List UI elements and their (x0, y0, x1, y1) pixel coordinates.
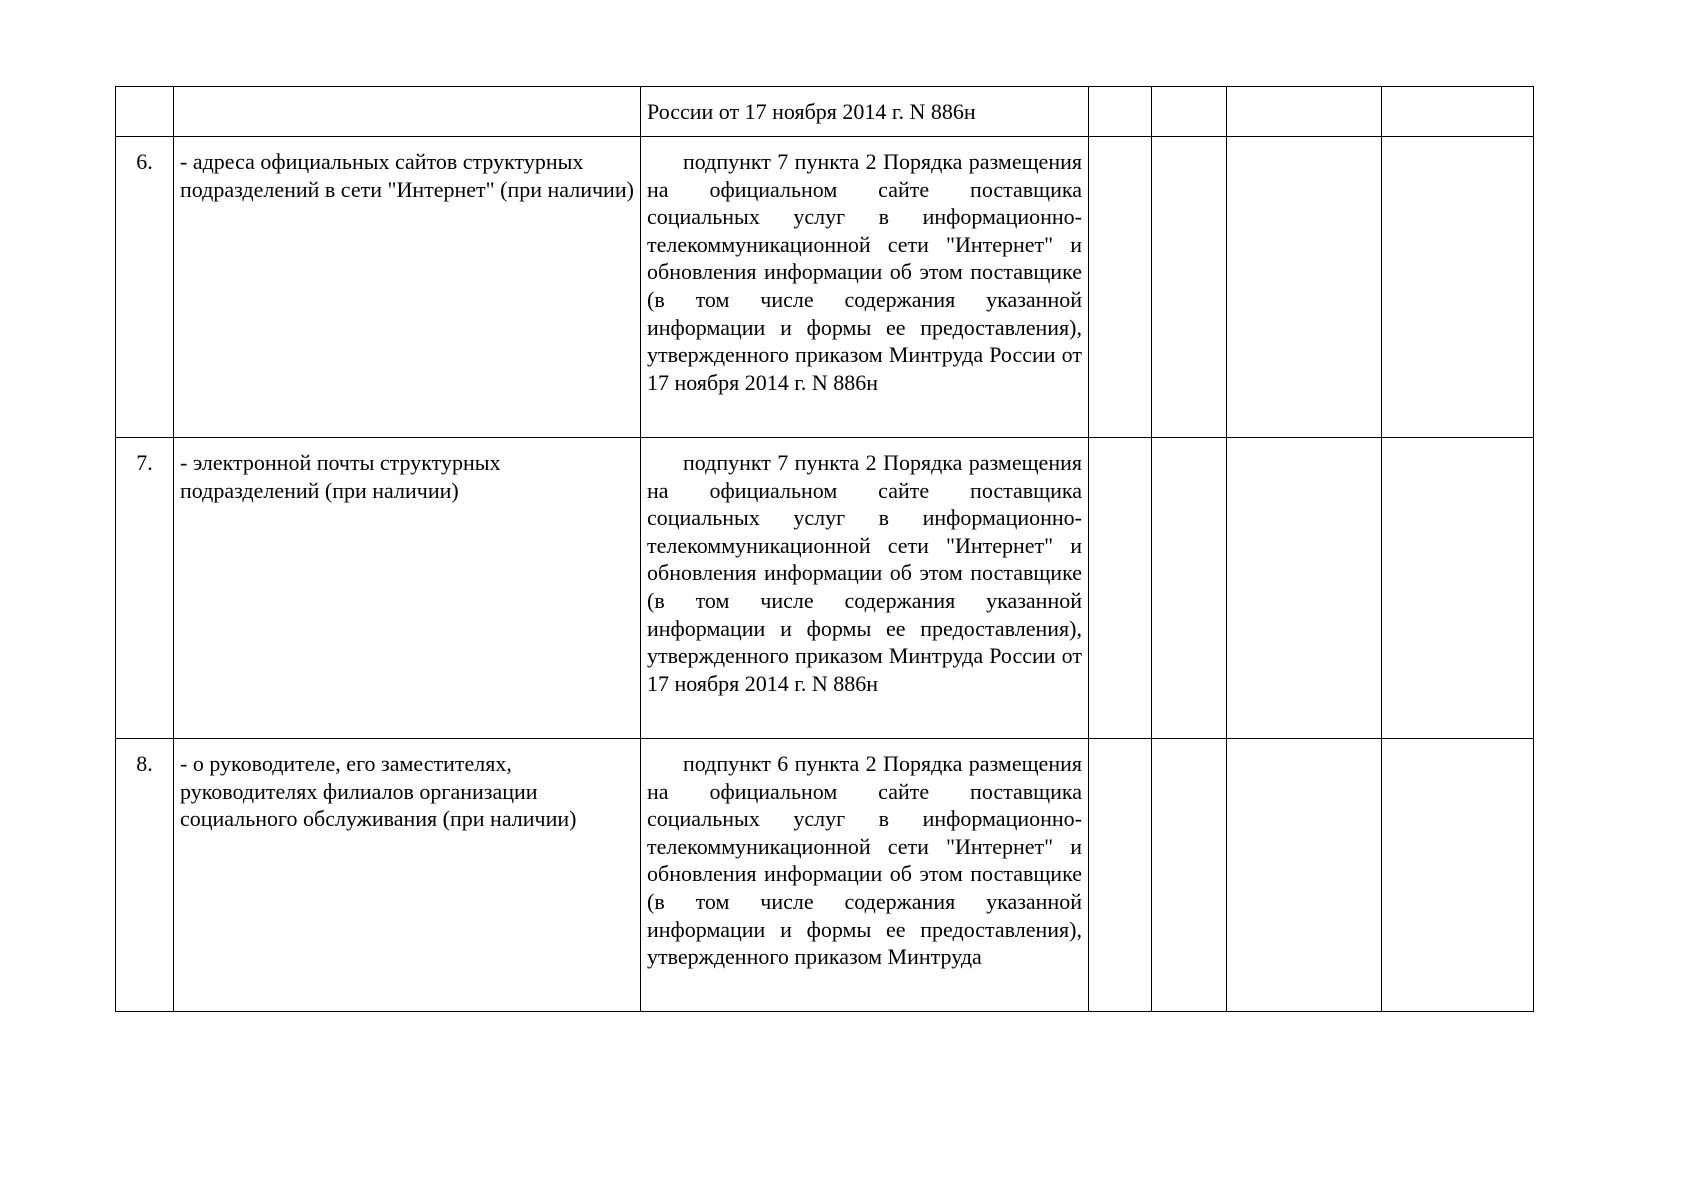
legal-source-text: подпункт 7 пункта 2 Порядка размещения на официальном сайте поставщика социальных услуг в информационно-телекоммуникационной сети "Интернет" и обновления информации об этом поставщике (в том числе содержания указанной информации и формы ее предоставления), утвержденного приказом Минтруда России от 17 ноября 2014 г. N 886н (647, 149, 1082, 395)
row-legal-source (641, 137, 1089, 438)
row-description: - электронной почты структурных подразделений (при наличии) (174, 438, 641, 739)
empty-cell (1227, 87, 1382, 137)
row-legal-source (641, 739, 1089, 1012)
legal-source-text: России от 17 ноября 2014 г. N 886н (647, 99, 976, 124)
empty-cell (1227, 137, 1382, 438)
empty-cell (1382, 739, 1534, 1012)
empty-cell (1227, 739, 1382, 1012)
requirements-table (115, 86, 1534, 1012)
row-description: - адреса официальных сайтов структурных подразделений в сети "Интернет" (при наличии) (174, 137, 641, 438)
table-row (116, 137, 1534, 438)
row-description (174, 87, 641, 137)
empty-cell (1152, 739, 1227, 1012)
empty-cell (1089, 87, 1152, 137)
row-legal-source (641, 87, 1089, 137)
row-number: 8. (116, 739, 174, 1012)
row-number: 7. (116, 438, 174, 739)
empty-cell (1089, 739, 1152, 1012)
table-row (116, 438, 1534, 739)
row-description: - о руководителе, его заместителях, руководителях филиалов организации социального обслуживания (при наличии) (174, 739, 641, 1012)
empty-cell (1089, 137, 1152, 438)
empty-cell (1382, 438, 1534, 739)
legal-source-text: подпункт 6 пункта 2 Порядка размещения на официальном сайте поставщика социальных услуг в информационно-телекоммуникационной сети "Интернет" и обновления информации об этом поставщике (в том числе содержания указанной информации и формы ее предоставления), утвержденного приказом Минтруда (647, 751, 1082, 970)
table-row (116, 739, 1534, 1012)
row-number (116, 87, 174, 137)
table-row (116, 87, 1534, 137)
row-number: 6. (116, 137, 174, 438)
row-legal-source (641, 438, 1089, 739)
legal-source-text: подпункт 7 пункта 2 Порядка размещения на официальном сайте поставщика социальных услуг в информационно-телекоммуникационной сети "Интернет" и обновления информации об этом поставщике (в том числе содержания указанной информации и формы ее предоставления), утвержденного приказом Минтруда России от 17 ноября 2014 г. N 886н (647, 450, 1082, 696)
empty-cell (1089, 438, 1152, 739)
empty-cell (1382, 137, 1534, 438)
empty-cell (1152, 438, 1227, 739)
empty-cell (1382, 87, 1534, 137)
empty-cell (1227, 438, 1382, 739)
empty-cell (1152, 87, 1227, 137)
empty-cell (1152, 137, 1227, 438)
